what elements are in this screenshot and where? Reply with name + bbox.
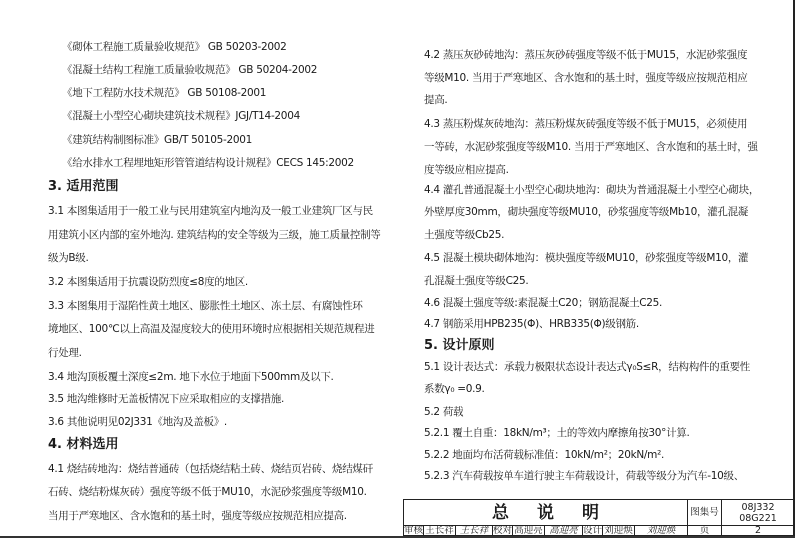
design-label: 设计 [583, 526, 603, 536]
section-heading-4: 4. 材料选用 [48, 437, 119, 452]
clause-3-3: 境地区、100℃以上高温及湿度较大的使用环境时应根据相关规范规程进 [48, 323, 375, 335]
clause-3-3: 3.3 本图集用于湿陷性黄土地区、膨胀性土地区、冻土层、有腐蚀性环 [48, 300, 363, 312]
reviewer-name: 王长祥 [424, 526, 456, 536]
clause-3-1: 级为B级. [48, 252, 89, 264]
checker-name: 高迎亮 [513, 526, 545, 536]
clause-3-6: 3.6 其他说明见02J331《地沟及盖板》. [48, 416, 227, 428]
clause-4-7: 4.7 钢筋采用HPB235(Φ)、HRB335(Φ)级钢筋. [424, 318, 639, 330]
clause-5-1: 系数γ₀ =0.9. [424, 383, 485, 395]
clause-4-3: 4.3 蒸压粉煤灰砖地沟：蒸压粉煤灰砖强度等级不低于MU15，必须使用 [424, 118, 748, 130]
clause-5-2-2: 5.2.2 地面均布活荷载标准值：10kN/m²；20kN/m². [424, 449, 665, 461]
clause-5-1: 5.1 设计表达式：承载力极限状态设计表达式γ₀S≤R，结构构件的重要性 [424, 361, 750, 373]
clause-3-4: 3.4 地沟顶板覆土深度≤2m. 地下水位于地面下500mm及以下. [48, 371, 334, 383]
checker-signature: 高迎亮 [545, 526, 583, 536]
page-label: 页 [688, 526, 722, 536]
atlas-number [722, 500, 794, 526]
clause-3-5: 3.5 地沟维修时无盖板情况下应采取相应的支撑措施. [48, 393, 285, 405]
clause-4-4: 4.4 灌孔普通混凝土小型空心砌块地沟：砌块为普通混凝土小型空心砌块， [424, 184, 760, 196]
clause-4-5: 4.5 混凝土模块砌体地沟：模块强度等级MU10，砂浆强度等级M10，灌 [424, 252, 749, 264]
ref-item: 《建筑结构制图标准》GB/T 50105-2001 [62, 134, 253, 146]
clause-4-2: 4.2 蒸压灰砂砖地沟：蒸压灰砂砖强度等级不低于MU15，水泥砂浆强度 [424, 49, 748, 61]
clause-4-3: 一等砖，水泥砂浆强度等级M10. 当用于严寒地区、含水饱和的基土时，强 [424, 141, 758, 153]
clause-4-2: 提高. [424, 94, 448, 106]
clause-4-1: 石砖、烧结粉煤灰砖）强度等级不低于MU10，水泥砂浆强度等级M10. [48, 486, 367, 498]
drawing-title: 总说明 [404, 500, 688, 526]
clause-3-1: 3.1 本图集适用于一般工业与民用建筑室内地沟及一般工业建筑厂区与民 [48, 205, 373, 217]
ref-item: 《混凝土结构工程施工质量验收规范》 GB 50204-2002 [62, 64, 318, 76]
designer-signature: 刘迎焕 [635, 526, 688, 536]
check-label: 校对 [493, 526, 513, 536]
clause-5-2-3: 5.2.3 汽车荷载按单车道行驶主车荷载设计，荷载等级分为汽车-10级、 [424, 470, 744, 482]
section-heading-5: 5. 设计原则 [424, 338, 495, 353]
clause-4-6: 4.6 混凝土强度等级:素混凝土C20；钢筋混凝土C25. [424, 297, 663, 309]
clause-5-2: 5.2 荷载 [424, 406, 464, 418]
atlas-number-2: 08G221 [739, 512, 777, 524]
review-label: 审核 [404, 526, 424, 536]
clause-3-2: 3.2 本图集适用于抗震设防烈度≤8度的地区. [48, 276, 248, 288]
section-heading-3: 3. 适用范围 [48, 179, 119, 194]
clause-4-3: 度等级应相应提高. [424, 164, 509, 176]
clause-5-2-1: 5.2.1 覆土自重：18kN/m³；土的等效内摩擦角按30°计算. [424, 427, 690, 439]
ref-item: 《砌体工程施工质量验收规范》 GB 50203-2002 [62, 41, 287, 53]
clause-4-4: 外壁厚度30mm，砌块强度等级MU10，砂浆强度等级Mb10，灌孔混凝 [424, 206, 749, 218]
page-frame-bottom [0, 536, 795, 538]
clause-4-2: 等级M10. 当用于严寒地区、含水饱和的基土时，强度等级应按规范相应 [424, 72, 748, 84]
clause-4-5: 孔混凝土强度等级C25. [424, 275, 529, 287]
clause-4-1: 当用于严寒地区、含水饱和的基土时，强度等级应按规范相应提高. [48, 510, 347, 522]
reviewer-signature: 王长祥 [456, 526, 493, 536]
page-number: 2 [754, 526, 762, 536]
clause-4-1: 4.1 烧结砖地沟：烧结普通砖（包括烧结粘土砖、烧结页岩砖、烧结煤矸 [48, 463, 373, 475]
clause-3-1: 用建筑小区内部的室外地沟. 建筑结构的安全等级为三级，施工质量控制等 [48, 229, 381, 241]
ref-item: 《混凝土小型空心砌块建筑技术规程》JGJ/T14-2004 [62, 110, 300, 122]
ref-item: 《给水排水工程埋地矩形管管道结构设计规程》CECS 145:2002 [62, 157, 354, 169]
atlas-number-1: 08J332 [741, 501, 775, 513]
designer-name: 刘迎焕 [603, 526, 635, 536]
page-frame-right [793, 0, 795, 537]
ref-item: 《地下工程防水技术规范》 GB 50108-2001 [62, 87, 267, 99]
atlas-number-label: 图集号 [688, 500, 722, 526]
clause-3-3: 行处理. [48, 347, 82, 359]
title-block [403, 499, 793, 536]
clause-4-4: 土强度等级Cb25. [424, 229, 505, 241]
